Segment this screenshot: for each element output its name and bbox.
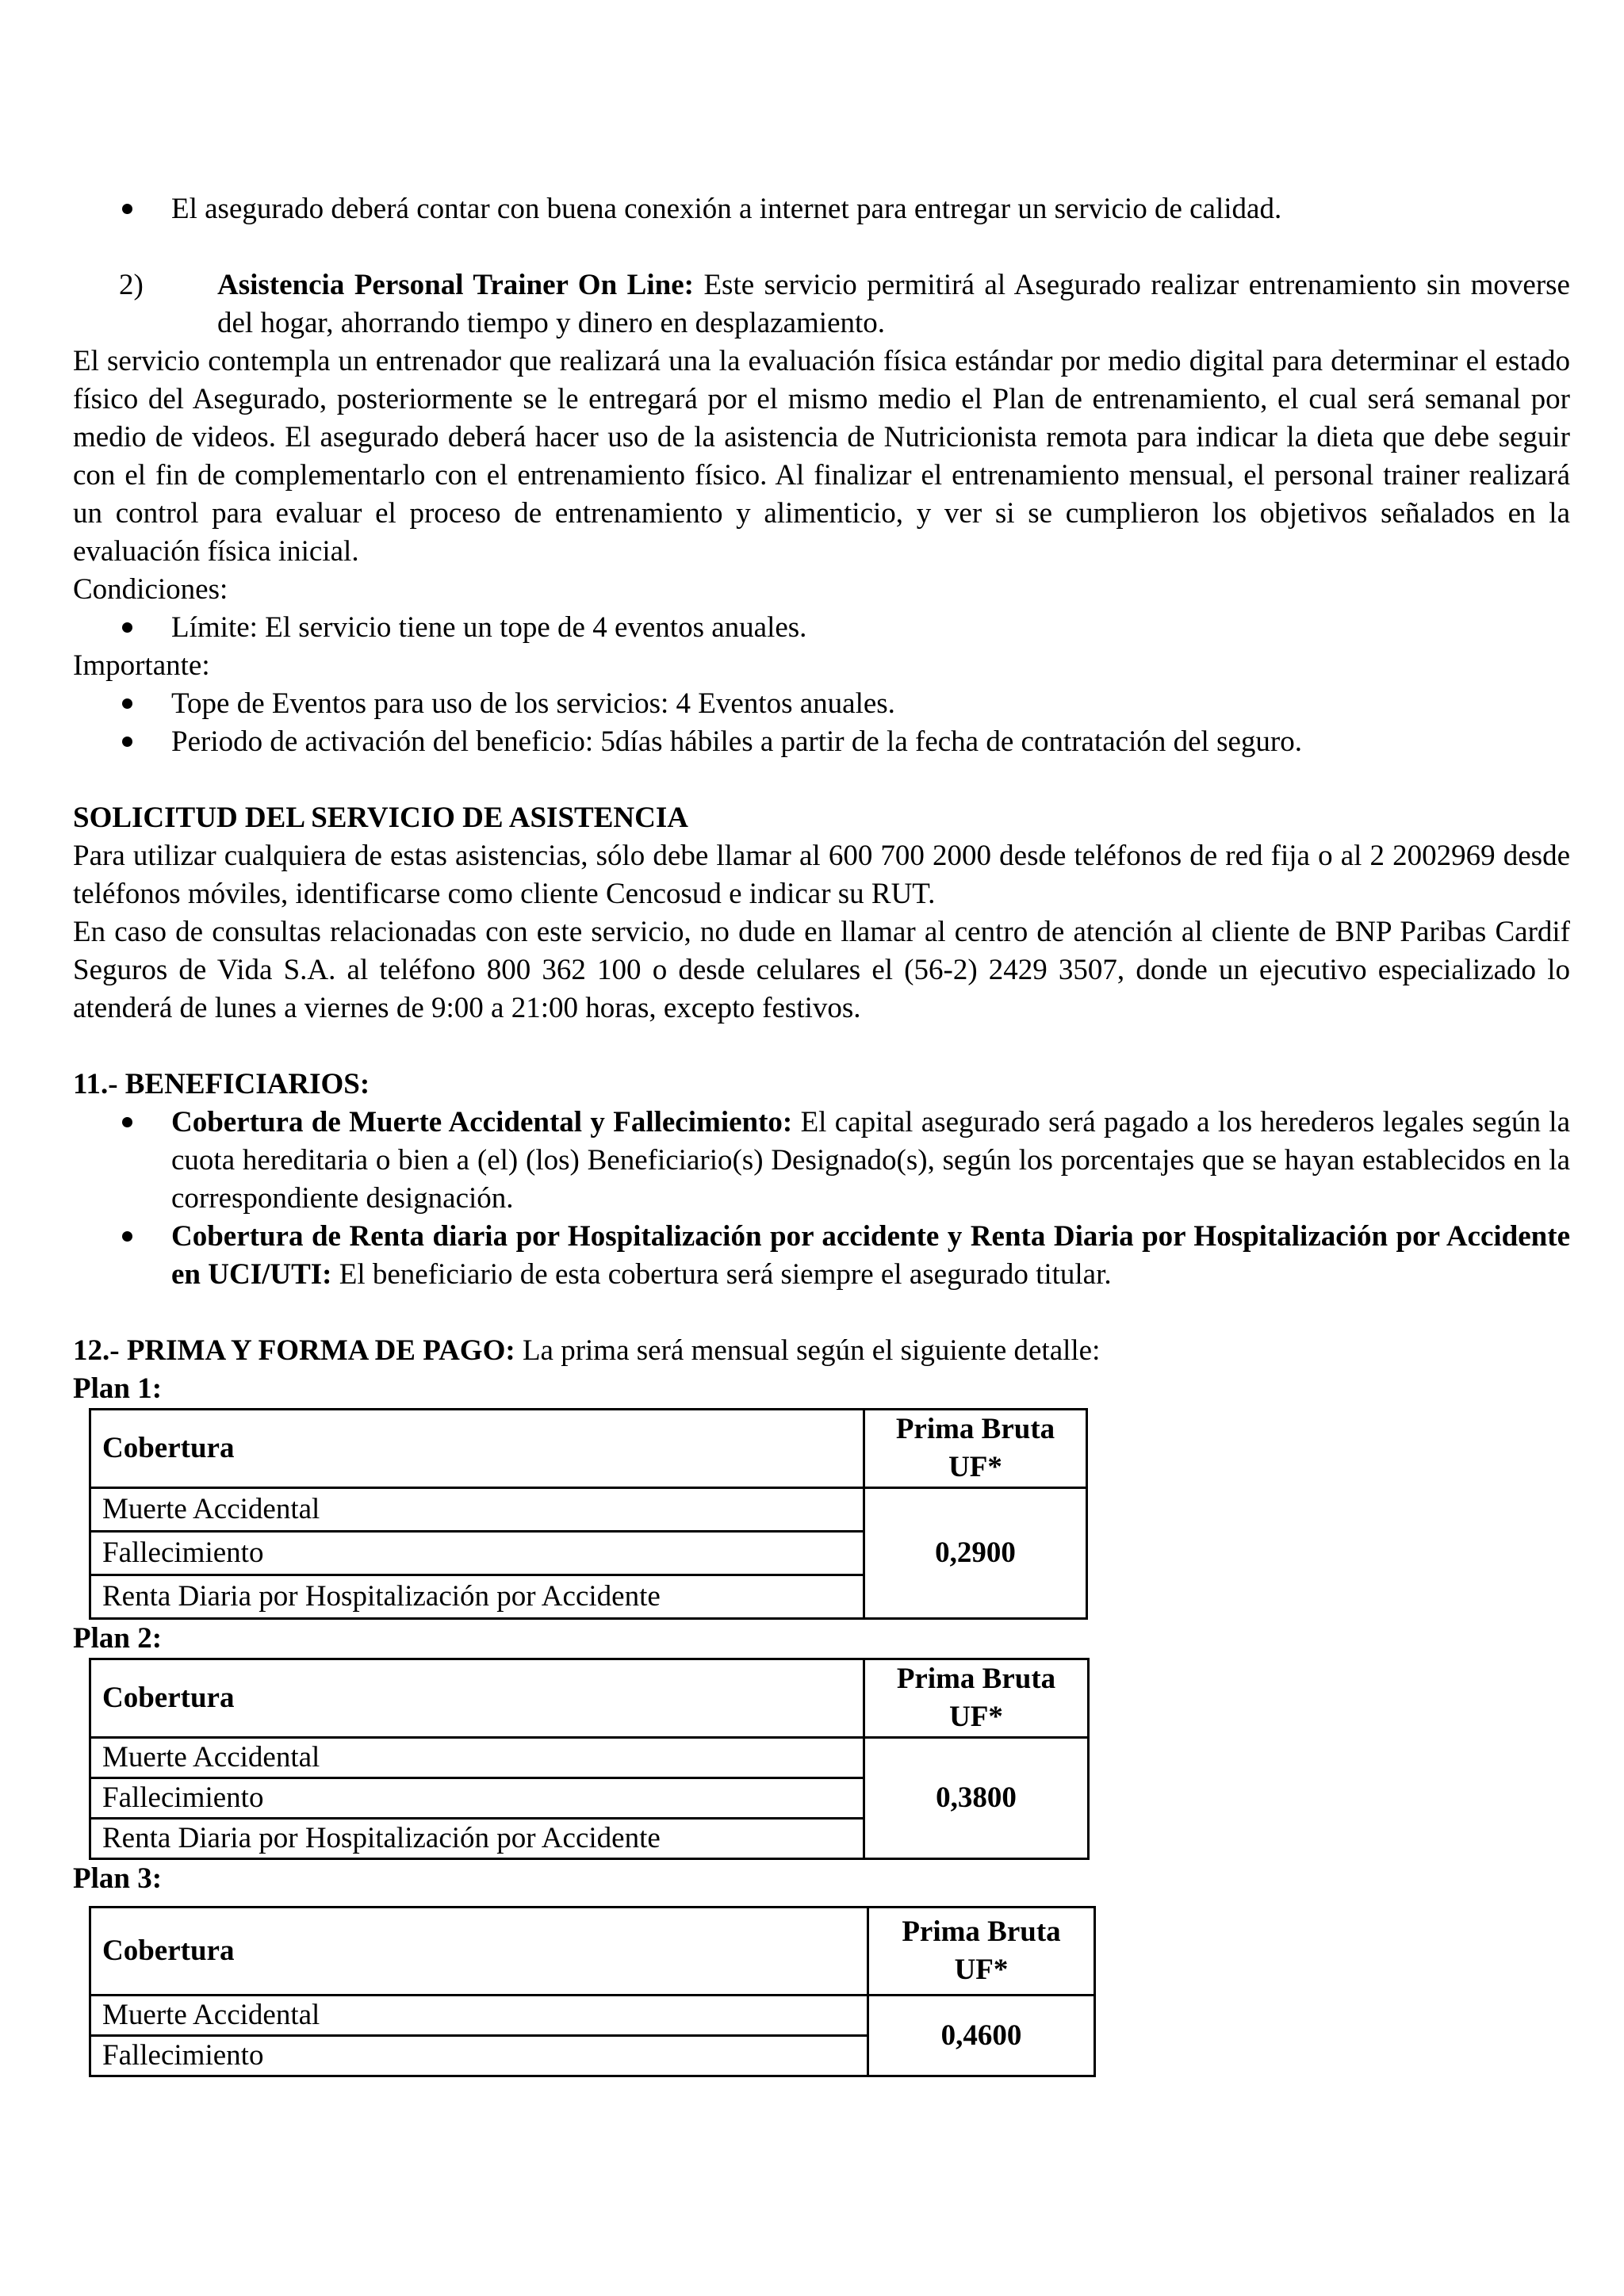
prima-bruta-header: Prima Bruta UF*	[864, 1659, 1089, 1738]
intro-bullet: El asegurado deberá contar con buena conexión a internet para entregar un servicio de calidad.	[73, 190, 1570, 228]
cobertura-header: Cobertura	[90, 1908, 868, 1996]
item-2	[119, 266, 1570, 342]
table-row: Fallecimiento	[90, 1532, 864, 1575]
table-row: Renta Diaria por Hospitalización por Accidente	[90, 1575, 864, 1619]
plan-2-label: Plan 2:	[73, 1622, 163, 1655]
plan-3-label: Plan 3:	[73, 1862, 163, 1895]
document-page	[73, 190, 1570, 2077]
plan-2-table	[89, 1658, 1090, 1860]
condiciones-item: Límite: El servicio tiene un tope de 4 eventos anuales.	[73, 609, 1570, 647]
item-2-number: 2)	[119, 269, 144, 301]
plan-1-label: Plan 1:	[73, 1372, 163, 1405]
solicitud-paragraph: En caso de consultas relacionadas con este servicio, no dude en llamar al centro de atención al cliente de BNP Paribas Cardif Seguros de Vida S.A. al teléfono 800 362 100 o desde celulares el (56-2) 2429 3507, donde un ejecutivo especializado lo atenderá de lunes a viernes de 9:00 a 21:00 horas, excepto festivos.	[73, 916, 1570, 1024]
importante-item: Tope de Eventos para uso de los servicios: 4 Eventos anuales.	[73, 685, 1570, 723]
solicitud-heading: SOLICITUD DEL SERVICIO DE ASISTENCIA	[73, 802, 688, 834]
plan-1-table	[89, 1408, 1088, 1620]
table-row: Fallecimiento	[90, 2036, 868, 2076]
importante-label: Importante:	[73, 649, 210, 682]
beneficiarios-item: Cobertura de Renta diaria por Hospitalización por accidente y Renta Diaria por Hospitalización por Accidente en UCI/UTI: El beneficiario de esta cobertura será siempre el asegurado titular.	[73, 1218, 1570, 1294]
item-2-title: Asistencia Personal Trainer On Line:	[217, 269, 694, 301]
table-row: Muerte Accidental	[90, 1996, 868, 2036]
beneficiarios-item: Cobertura de Muerte Accidental y Fallecimiento: El capital asegurado será pagado a los herederos legales según la cuota hereditaria o bien a (el) (los) Beneficiario(s) Designado(s), según los porcentajes que se hayan establecidos en la correspondiente designación.	[73, 1104, 1570, 1218]
prima-value: 0,2900	[864, 1488, 1087, 1619]
table-row: Fallecimiento	[90, 1778, 864, 1819]
table-row: Muerte Accidental	[90, 1488, 864, 1532]
beneficiarios-heading: 11.- BENEFICIARIOS:	[73, 1068, 370, 1100]
prima-heading: 12.- PRIMA Y FORMA DE PAGO: La prima será mensual según el siguiente detalle:	[73, 1334, 1101, 1367]
prima-bruta-header: Prima Bruta UF*	[868, 1908, 1095, 1996]
prima-value: 0,4600	[868, 1996, 1095, 2076]
condiciones-label: Condiciones:	[73, 573, 228, 606]
solicitud-paragraph: Para utilizar cualquiera de estas asistencias, sólo debe llamar al 600 700 2000 desde teléfonos de red fija o al 2 2002969 desde teléfonos móviles, identificarse como cliente Cencosud e indicar su RUT.	[73, 840, 1570, 910]
item-2-text: Este servicio permitirá al Asegurado realizar entrenamiento sin moverse del hogar, ahorrando tiempo y dinero en desplazamiento.	[217, 269, 1570, 339]
paragraph-training: El servicio contempla un entrenador que realizará una la evaluación física estándar por medio digital para determinar el estado físico del Asegurado, posteriormente se le entregará por el mismo medio el Plan de entrenamiento, el cual será semanal por medio de videos. El asegurado deberá hacer uso de la asistencia de Nutricionista remota para indicar la dieta que debe seguir con el fin de complementarlo con el entrenamiento físico. Al finalizar el entrenamiento mensual, el personal trainer realizará un control para evaluar el proceso de entrenamiento y alimenticio, y ver si se cumplieron los objetivos señalados en la evaluación física inicial.	[73, 345, 1570, 568]
table-row: Muerte Accidental	[90, 1738, 864, 1778]
prima-value: 0,3800	[864, 1738, 1089, 1859]
prima-bruta-header: Prima Bruta UF*	[864, 1410, 1087, 1488]
importante-item: Periodo de activación del beneficio: 5días hábiles a partir de la fecha de contratación del seguro.	[73, 723, 1570, 761]
cobertura-header: Cobertura	[90, 1659, 864, 1738]
plan-3-table	[89, 1906, 1096, 2077]
cobertura-header: Cobertura	[90, 1410, 864, 1488]
table-row: Renta Diaria por Hospitalización por Accidente	[90, 1819, 864, 1859]
